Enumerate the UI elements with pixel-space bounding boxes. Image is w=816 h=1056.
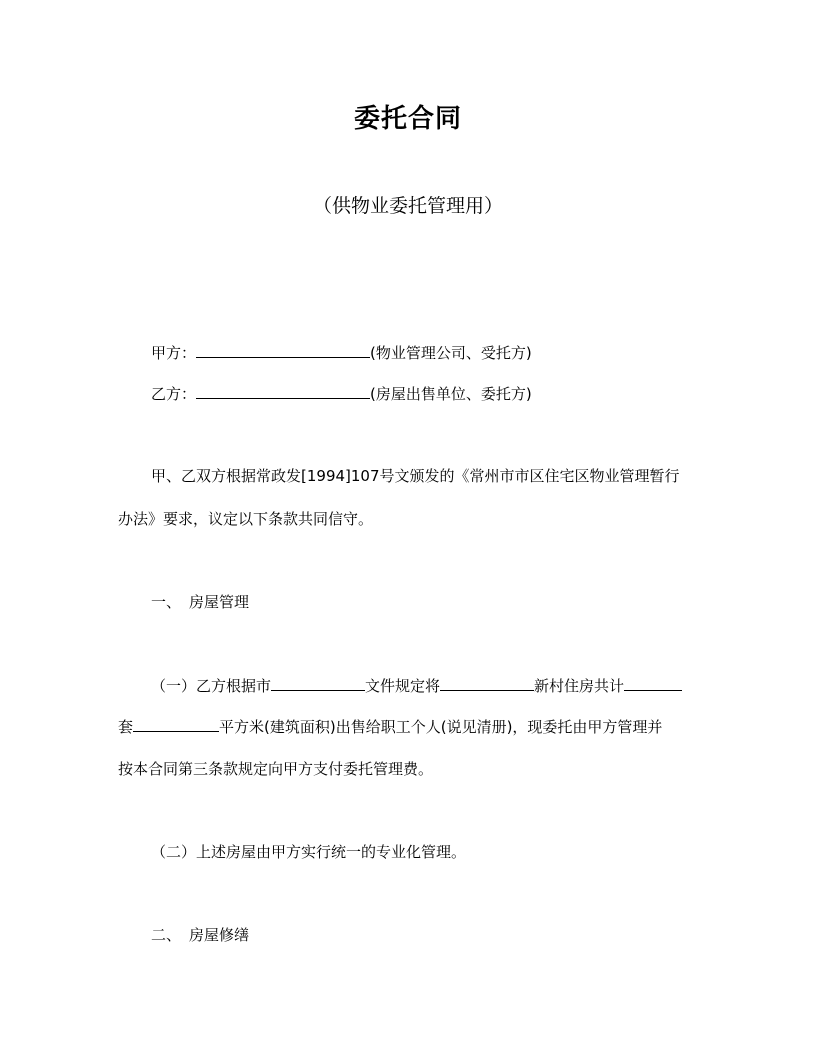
party-a-role: (物业管理公司、受托方) <box>370 344 532 362</box>
document-title: 委托合同 <box>353 104 462 134</box>
document-subtitle: （供物业委托管理用） <box>312 195 503 217</box>
party-a-label: 甲方： <box>151 344 197 362</box>
party-a-blank <box>196 343 370 358</box>
clause-1-line-2-part-1: 套 <box>118 718 134 736</box>
area-blank <box>133 717 219 732</box>
preamble-line-1: 甲、乙双方根据常政发[1994]107号文颁发的《常州市市区住宅区物业管理暂行 <box>151 467 680 485</box>
housing-count-blank <box>624 676 682 691</box>
party-b-blank <box>196 384 370 399</box>
clause-1-line-3: 按本合同第三条款规定向甲方支付委托管理费。 <box>118 760 434 778</box>
section-2-number: 二、 <box>151 926 182 944</box>
clause-1-part-2: 文件规定将 <box>365 677 441 695</box>
clause-1-part-3: 新村住房共计 <box>534 677 625 695</box>
clause-1-line-2-part-2: 平方米(建筑面积)出售给职工个人(说见清册)，现委托由甲方管理并 <box>219 718 663 736</box>
party-b-line <box>151 383 532 405</box>
party-a-line <box>151 342 532 364</box>
section-1-heading <box>151 591 249 613</box>
clause-1-line-2 <box>118 716 662 738</box>
city-document-blank <box>271 676 365 691</box>
preamble-line-2: 办法》要求，议定以下条款共同信守。 <box>118 510 374 528</box>
estate-name-blank <box>440 676 534 691</box>
clause-2-line: （二）上述房屋由甲方实行统一的专业化管理。 <box>151 843 467 861</box>
section-1-number: 一、 <box>151 593 182 611</box>
section-2-title: 房屋修缮 <box>189 926 250 944</box>
section-1-title: 房屋管理 <box>189 593 250 611</box>
clause-1-part-1: （一）乙方根据市 <box>151 677 272 695</box>
section-2-heading <box>151 924 249 946</box>
clause-1-line-1 <box>151 675 682 697</box>
party-b-role: (房屋出售单位、委托方) <box>370 385 532 403</box>
party-b-label: 乙方： <box>151 385 197 403</box>
